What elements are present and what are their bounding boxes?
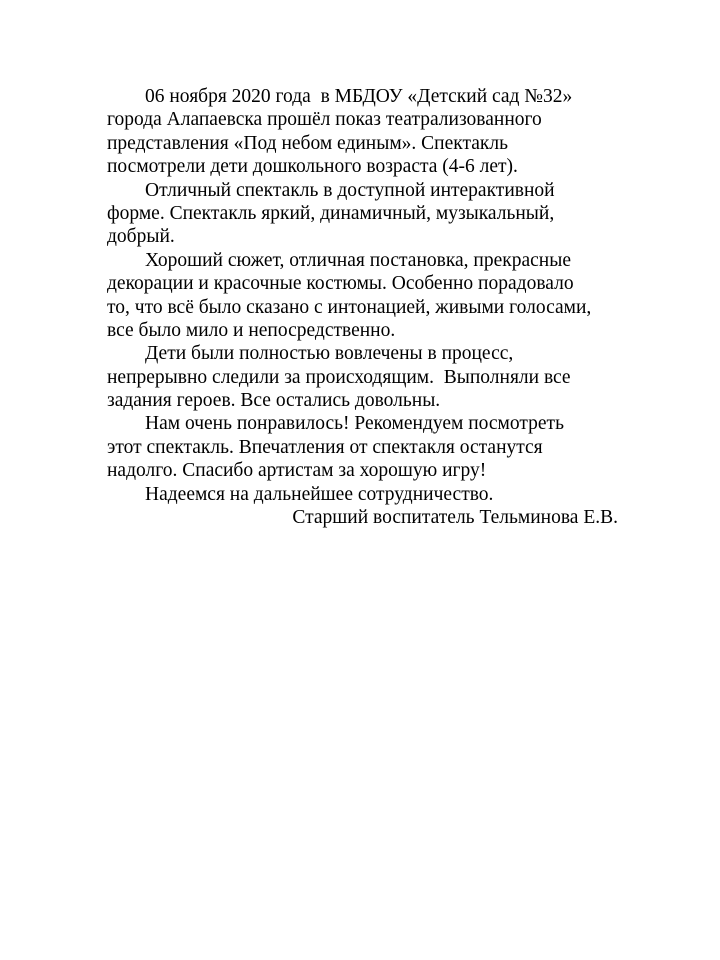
paragraph-5-line-2: этот спектакль. Впечатления от спектакля останутся [107,436,543,458]
signature: Старший воспитатель Тельминова Е.В. [292,507,618,529]
paragraph-1-line-4: посмотрели дети дошкольного возраста (4-6 лет). [107,156,518,178]
paragraph-3-line-3: то, что всё было сказано с интонацией, живыми голосами, [107,296,592,318]
paragraph-2-line-2: форме. Спектакль яркий, динамичный, музыкальный, [107,202,555,224]
paragraph-2-line-1: Отличный спектакль в доступной интерактивной [145,179,555,201]
paragraph-2-line-3: добрый. [107,226,175,248]
paragraph-1-line-2: города Алапаевска прошёл показ театрализованного [107,109,542,131]
paragraph-3-line-1: Хороший сюжет, отличная постановка, прекрасные [145,249,572,271]
paragraph-5-line-3: надолго. Спасибо артистам за хорошую игру! [107,460,487,482]
paragraph-4-line-2: непрерывно следили за происходящим. Выполняли все [107,366,571,388]
paragraph-3-line-2: декорации и красочные костюмы. Особенно порадовало [107,273,574,295]
paragraph-4-line-3: задания героев. Все остались довольны. [107,390,441,412]
paragraph-5-line-1: Нам очень понравилось! Рекомендуем посмотреть [145,413,564,435]
paragraph-4-line-1: Дети были полностью вовлечены в процесс, [145,343,514,365]
paragraph-6-line-1: Надеемся на дальнейшее сотрудничество. [145,483,494,505]
paragraph-3-line-4: все было мило и непосредственно. [107,319,396,341]
paragraph-1-line-1: 06 ноября 2020 года в МБДОУ «Детский сад №32» [145,86,573,107]
paragraph-1-line-3: представления «Под небом единым». Спектакль [107,132,509,154]
letter-body [107,85,632,529]
